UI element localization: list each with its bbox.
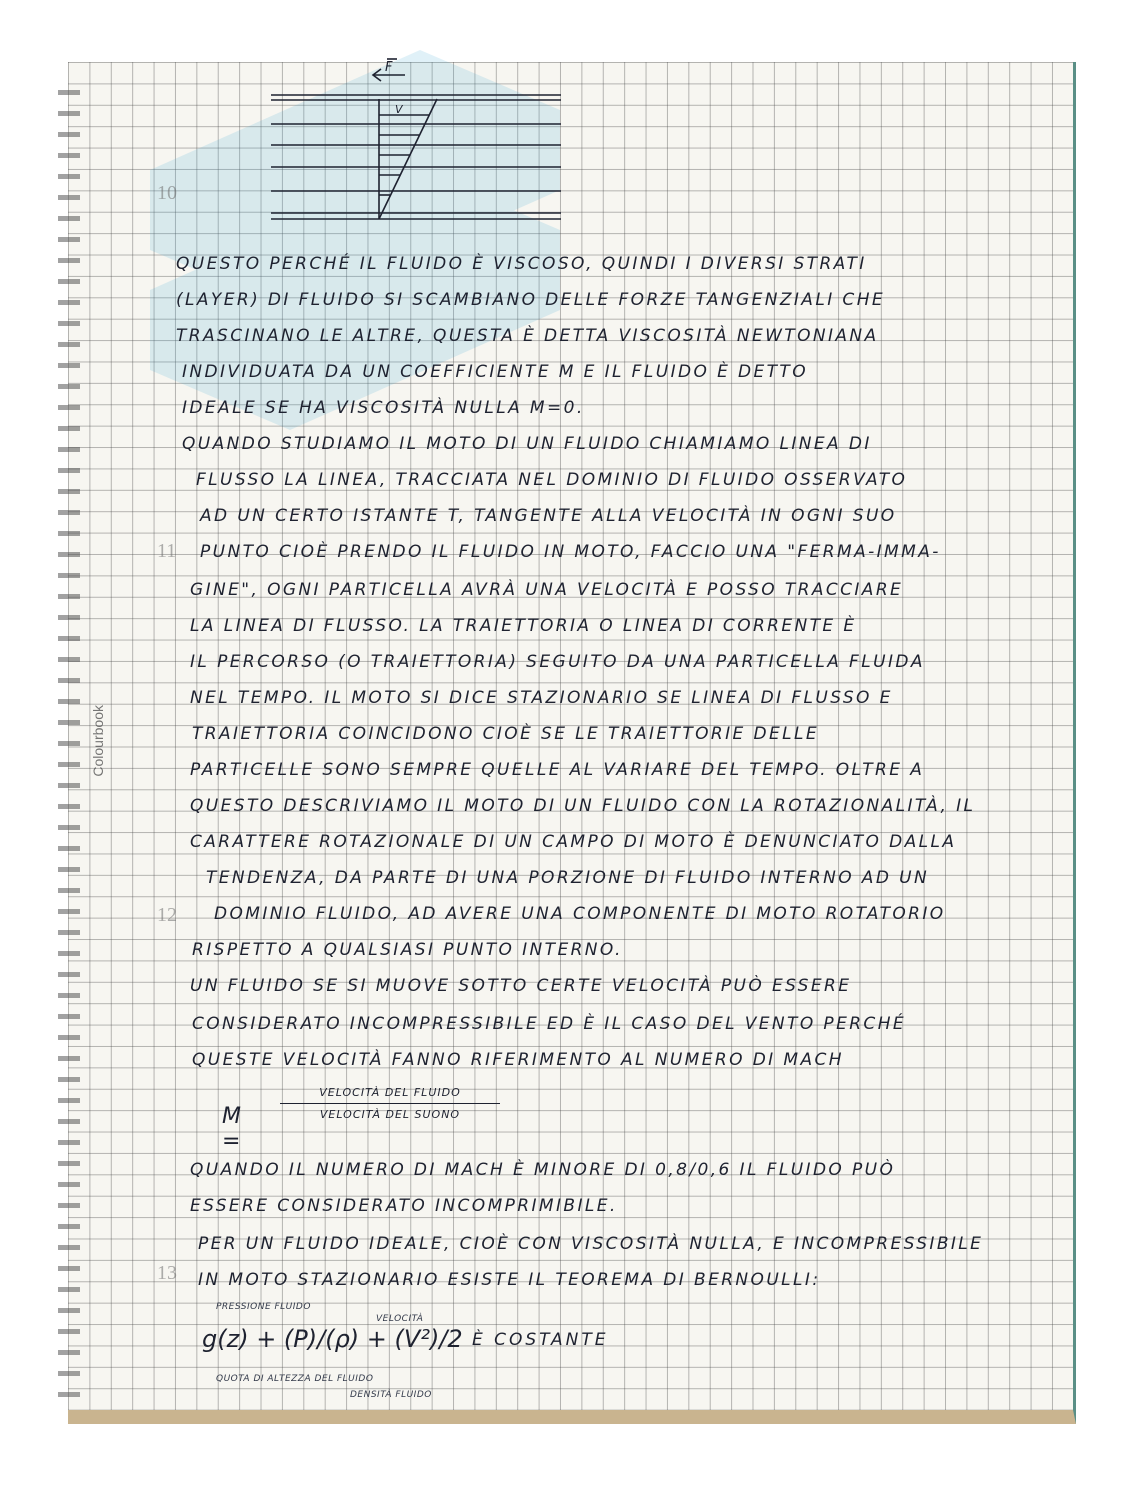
note-line: QUESTO DESCRIVIAMO IL MOTO DI UN FLUIDO CON LA ROTAZIONALITÀ, IL: [190, 796, 976, 816]
note-line: FLUSSO LA LINEA, TRACCIATA NEL DOMINIO DI FLUIDO OSSERVATO: [196, 470, 908, 490]
notebook-brand: Colourbook: [90, 705, 106, 777]
note-line: INDIVIDUATA DA UN COEFFICIENTE Μ E IL FLUIDO È DETTO: [182, 362, 808, 382]
margin-mark: 11: [157, 540, 177, 562]
note-line: UN FLUIDO SE SI MUOVE SOTTO CERTE VELOCITÀ PUÒ ESSERE: [190, 976, 852, 996]
note-line: CONSIDERATO INCOMPRESSIBILE ED È IL CASO DEL VENTO PERCHÉ: [192, 1014, 907, 1034]
mach-numerator: VELOCITÀ DEL FLUIDO: [319, 1086, 461, 1099]
note-line: IDEALE SE HA VISCOSITÀ NULLA Μ=0.: [182, 398, 585, 418]
note-line: IL PERCORSO (O TRAIETTORIA) SEGUITO DA UNA PARTICELLA FLUIDA: [190, 652, 925, 672]
note-line: ESSERE CONSIDERATO INCOMPRIMIBILE.: [190, 1196, 618, 1216]
note-line: IN MOTO STAZIONARIO ESISTE IL TEOREMA DI BERNOULLI:: [198, 1270, 821, 1290]
note-line: PUNTO CIOÈ PRENDO IL FLUIDO IN MOTO, FACCIO UNA "FERMA-IMMA-: [200, 542, 941, 562]
mach-symbol: M =: [222, 1104, 241, 1154]
bernoulli-equation: [202, 1325, 609, 1353]
note-line: PER UN FLUIDO IDEALE, CIOÈ CON VISCOSITÀ NULLA, E INCOMPRESSIBILE: [198, 1234, 984, 1254]
note-line: QUESTO PERCHÉ IL FLUIDO È VISCOSO, QUINDI I DIVERSI STRATI: [176, 254, 867, 274]
note-line: RISPETTO A QUALSIASI PUNTO INTERNO.: [192, 940, 623, 960]
margin-mark: 12: [157, 904, 177, 926]
mach-fraction: [280, 1086, 500, 1121]
note-line: QUANDO STUDIAMO IL MOTO DI UN FLUIDO CHIAMIAMO LINEA DI: [182, 434, 872, 454]
density-annotation: DENSITÀ FLUIDO: [350, 1390, 432, 1400]
note-line: LA LINEA DI FLUSSO. LA TRAIETTORIA O LINEA DI CORRENTE È: [190, 616, 857, 636]
note-line: AD UN CERTO ISTANTE T, TANGENTE ALLA VELOCITÀ IN OGNI SUO: [200, 506, 897, 526]
note-line: PARTICELLE SONO SEMPRE QUELLE AL VARIARE DEL TEMPO. OLTRE A: [190, 760, 925, 780]
mach-denominator: VELOCITÀ DEL SUONO: [319, 1108, 461, 1121]
note-line: QUESTE VELOCITÀ FANNO RIFERIMENTO AL NUMERO DI MACH: [192, 1050, 844, 1070]
note-line: TENDENZA, DA PARTE DI UNA PORZIONE DI FLUIDO INTERNO AD UN: [206, 868, 930, 888]
pressure-annotation: PRESSIONE FLUIDO: [216, 1302, 311, 1312]
bernoulli-result: È COSTANTE: [472, 1330, 609, 1350]
force-label: F: [385, 60, 393, 75]
bernoulli-expression: g(z) + (P)/(ρ) + (V²)/2: [202, 1325, 463, 1353]
velocity-annotation: VELOCITÀ: [376, 1314, 424, 1324]
note-line: (LAYER) DI FLUIDO SI SCAMBIANO DELLE FORZE TANGENZIALI CHE: [176, 290, 886, 310]
velocity-label: V: [395, 103, 403, 116]
note-line: DOMINIO FLUIDO, AD AVERE UNA COMPONENTE DI MOTO ROTATORIO: [214, 904, 946, 924]
margin-mark: 13: [157, 1262, 177, 1284]
note-line: QUANDO IL NUMERO DI MACH È MINORE DI 0,8/0,6 IL FLUIDO PUÒ: [190, 1160, 896, 1180]
note-line: GINE", OGNI PARTICELLA AVRÀ UNA VELOCITÀ E POSSO TRACCIARE: [190, 580, 904, 600]
note-line: TRASCINANO LE ALTRE, QUESTA È DETTA VISCOSITÀ NEWTONIANA: [176, 326, 879, 346]
margin-mark: 10: [157, 182, 177, 204]
note-line: TRAIETTORIA COINCIDONO CIOÈ SE LE TRAIETTORIE DELLE: [192, 724, 820, 744]
fraction-bar: [280, 1103, 500, 1104]
note-line: CARATTERE ROTAZIONALE DI UN CAMPO DI MOTO È DENUNCIATO DALLA: [190, 832, 957, 852]
note-line: NEL TEMPO. IL MOTO SI DICE STAZIONARIO SE LINEA DI FLUSSO E: [190, 688, 893, 708]
height-annotation: QUOTA DI ALTEZZA DEL FLUIDO: [216, 1374, 374, 1384]
